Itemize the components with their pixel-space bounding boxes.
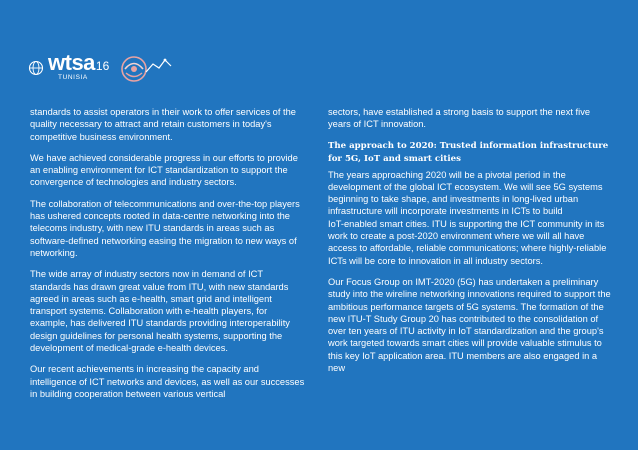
itu-globe-icon [28,60,44,76]
brand-location: TUNISIA [58,74,88,81]
left-column [30,106,306,409]
right-paragraph-1: The years approaching 2020 will be a pivotal period in the development of the global ICT ecosystem. We will see 5G systems beginning to take shape, and investments in long-lived urban infrastructure will incorporate investments in ICTs to build [328,169,603,217]
brand-number: 16 [95,59,110,73]
right-paragraph-2: IoT-enabled smart cities. ITU is supporting the ICT community in its work to create a post-2020 environment where we will all have access to affordable, reliable communications; where highly-reliable ICTs will be core to innovation in all industry sectors. [328,218,607,266]
tunisia-emblem-icon [115,54,173,84]
wtsa-logo [48,52,109,82]
left-paragraph-3: The collaboration of telecommunications and over-the-top players has ushered concepts rooted in data-centre networking into the telecoms industry, with new ITU standards in areas such as software-defined networking easing the migration to new ways of networking. [30,198,300,258]
left-paragraph-5: Our recent achievements in increasing the capacity and intelligence of ICT networks and devices, as well as our successes in building cooperation between various vertical [30,364,305,399]
left-paragraph-4: The wide array of industry sectors now in demand of ICT standards has drawn great value from ITU, with new standards agreed in areas such as e-health, smart grid and intelligent transport systems. Collaboration with e-health players, for example, has delivered ITU standards providing interoperability design guidelines for personal health systems, supporting the development of medical-grade e-health devices. [30,269,290,354]
page-header [28,52,173,88]
brand-word: wtsa [48,50,95,75]
left-paragraph-2: We have achieved considerable progress in our efforts to provide an enabling environment for ICT standardization to support the convergence of technologies and industry sectors. [30,152,298,188]
right-paragraph-3: Our Focus Group on IMT-2020 (5G) has undertaken a preliminary study into the wireline networking innovations required to support the ambitious performance targets of 5G systems. The formation of the new ITU-T Study Group 20 has contributed to the consolidation of over ten years of ITU activity in IoT standardization and the group's work targeted towards smart cities will provide valuable stimulus to this key IoT application area. ITU members are also engaged in a new [328,276,611,374]
right-column [328,106,612,383]
left-paragraph-1: standards to assist operators in their work to offer services of the quality necessary to attract and retain customers in today's competitive business environment. [30,107,296,142]
right-intro-paragraph: sectors, have established a strong basis to support the next five years of ICT innovation. [328,107,591,130]
section-heading: The approach to 2020: Trusted information infrastructure for 5G, IoT and smart cities [328,140,609,164]
